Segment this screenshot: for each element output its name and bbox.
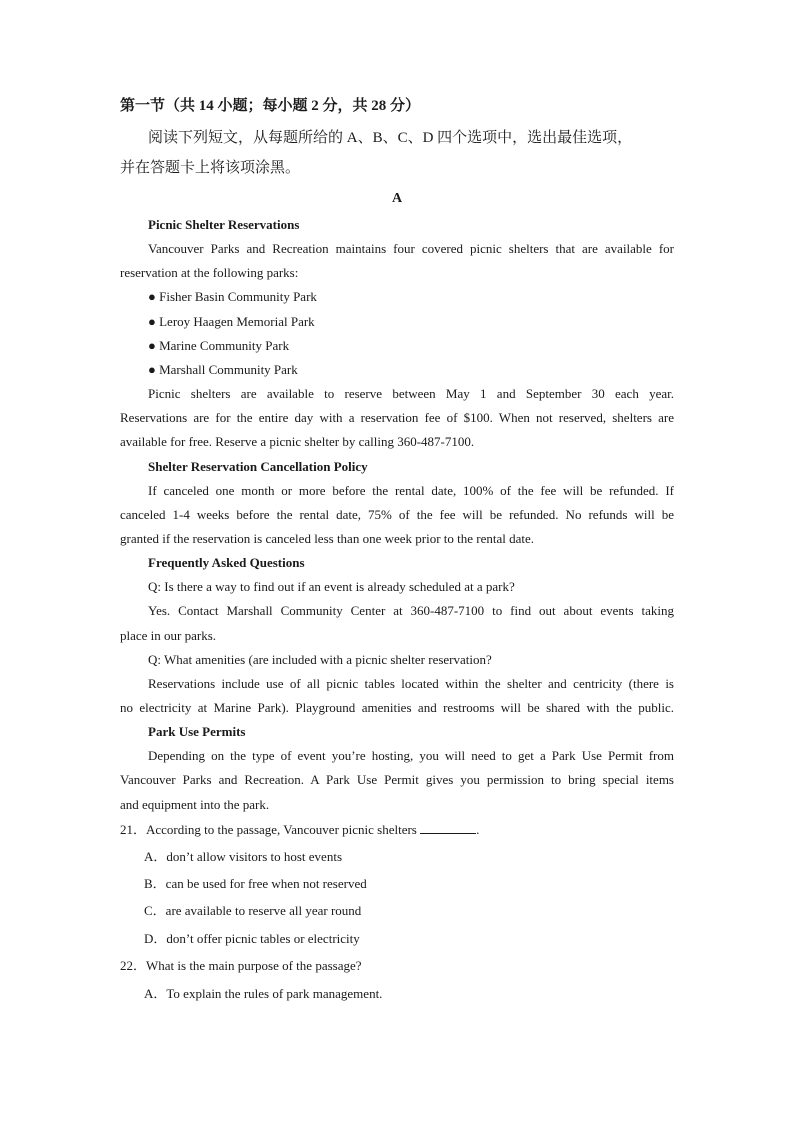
faq-answer-1-line-1: Yes. Contact Marshall Community Center at 360-487-7100 to find out about events taking (148, 603, 674, 618)
cancellation-heading: Shelter Reservation Cancellation Policy (148, 459, 368, 474)
cancellation-line-3: granted if the reservation is canceled less than one week prior to the rental date. (120, 531, 535, 546)
question-21-period: . (476, 822, 480, 837)
question-22-option-a: A．To explain the rules of park management. (144, 986, 383, 1001)
passage-letter: A (391, 191, 403, 206)
passage-title: Picnic Shelter Reservations (148, 217, 300, 232)
question-21-option-c: C．are available to reserve all year round (144, 903, 362, 918)
intro-line-2: reservation at the following parks: (120, 265, 299, 280)
intro-line-1: Vancouver Parks and Recreation maintains four covered picnic shelters that are available for (148, 241, 674, 256)
park-list-item: ● Fisher Basin Community Park (148, 289, 317, 304)
permit-line-2: Vancouver Parks and Recreation. A Park Use Permit gives you permission to bring special items (120, 772, 674, 787)
park-list-item: ● Leroy Haagen Memorial Park (148, 314, 315, 329)
park-list-item: ● Marine Community Park (148, 338, 290, 353)
faq-answer-2-line-2: no electricity at Marine Park). Playground amenities and restrooms will be shared with the public. (120, 700, 674, 715)
faq-question-1: Q: Is there a way to find out if an event is already scheduled at a park? (148, 579, 515, 594)
question-22-stem: 22．What is the main purpose of the passage? (120, 958, 362, 973)
faq-answer-1-line-2: place in our parks. (120, 628, 217, 643)
question-21-option-b: B．can be used for free when not reserved (144, 876, 367, 891)
faq-answer-2-line-1: Reservations include use of all picnic tables located within the shelter and centricity (there is (148, 676, 674, 691)
availability-line-1: Picnic shelters are available to reserve between May 1 and September 30 each year. (148, 386, 674, 401)
permit-line-3: and equipment into the park. (120, 797, 270, 812)
permit-heading: Park Use Permits (148, 724, 246, 739)
instruction-line-1: 阅读下列短文，从每题所给的 A、B、C、D 四个选项中，选出最佳选项， (148, 130, 633, 146)
park-list-item: ● Marshall Community Park (148, 362, 298, 377)
availability-line-2: Reservations are for the entire day with a reservation fee of $100. When not reserved, shelters are (120, 410, 674, 425)
faq-question-2: Q: What amenities (are included with a picnic shelter reservation? (148, 652, 492, 667)
question-21-option-a: A．don’t allow visitors to host events (144, 849, 343, 864)
instruction-line-2: 并在答题卡上将该项涂黑。 (120, 160, 301, 176)
permit-line-1: Depending on the type of event you’re hosting, you will need to get a Park Use Permit from (148, 748, 674, 763)
question-21-text: 21．According to the passage, Vancouver picnic shelters (120, 822, 417, 837)
cancellation-line-2: canceled 1-4 weeks before the rental date, 75% of the fee will be refunded. No refunds will be (120, 507, 674, 522)
availability-line-3: available for free. Reserve a picnic shelter by calling 360-487-7100. (120, 434, 475, 449)
faq-heading: Frequently Asked Questions (148, 555, 305, 570)
question-21-stem (120, 821, 479, 839)
answer-blank (420, 821, 476, 834)
question-21-option-d: D．don’t offer picnic tables or electricity (144, 931, 360, 946)
section-heading: 第一节（共 14 小题；每小题 2 分，共 28 分） (120, 98, 421, 114)
cancellation-line-1: If canceled one month or more before the rental date, 100% of the fee will be refunded. If (148, 483, 674, 498)
